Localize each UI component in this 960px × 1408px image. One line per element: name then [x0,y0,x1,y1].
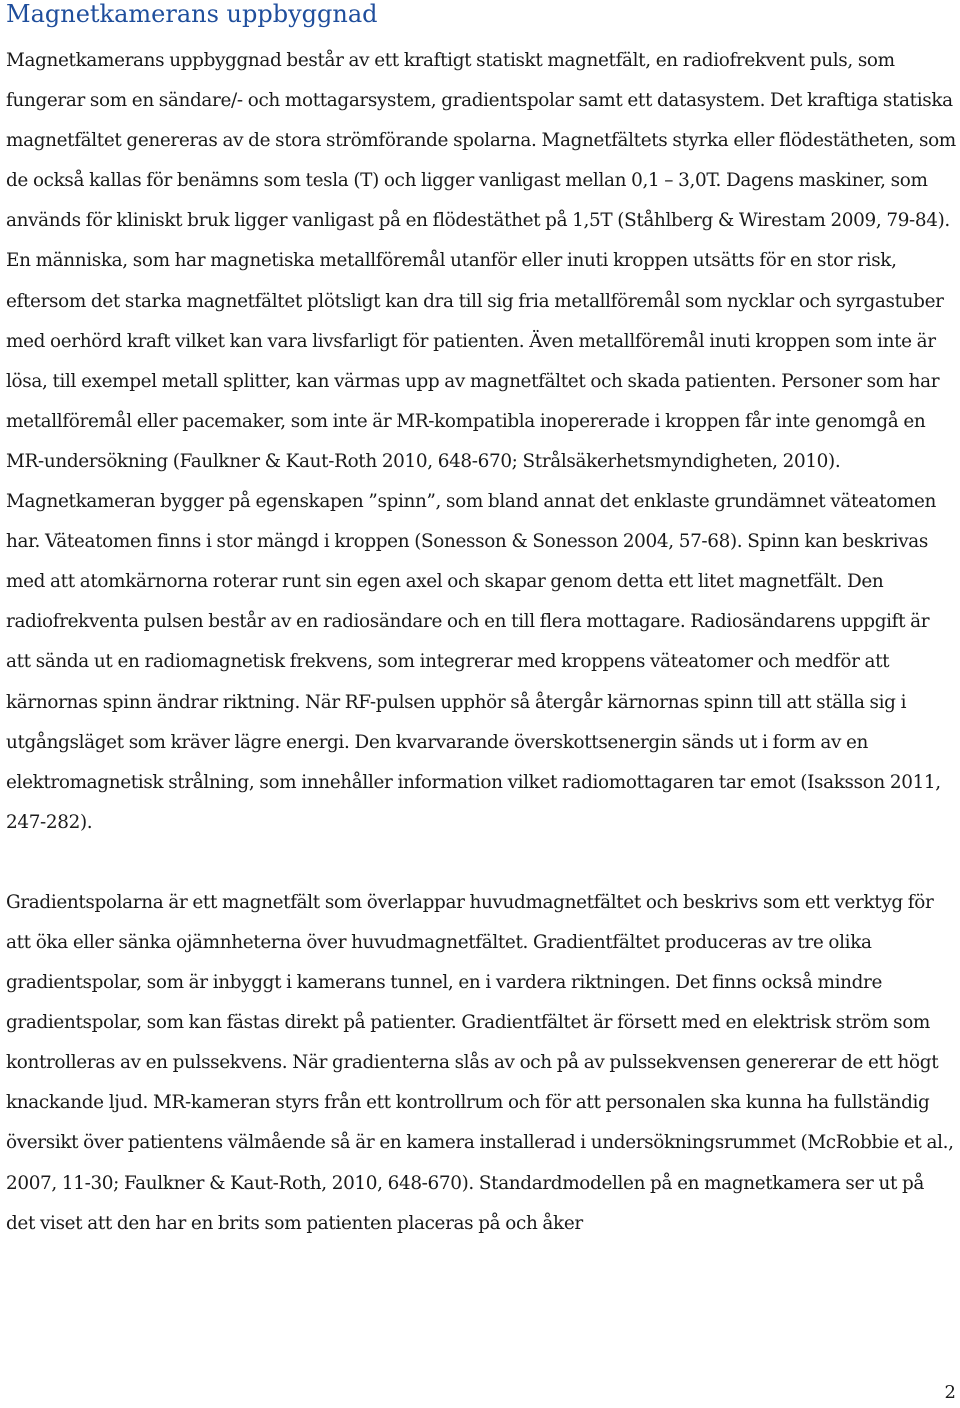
paragraph-magnetkamera-uppbyggnad: Magnetkamerans uppbyggnad består av ett kraftigt statiskt magnetfält, en radiofrekvent puls, som fungerar som en sändare/- och mottagarsystem, gradientspolar samt ett datasystem. Det kraftiga statiska magnetfältet genereras av de stora strömförande spolarna. Magnetfältets styrka eller flödestätheten, som de också kallas för benämns som tesla (T) och ligger vanligast mellan 0,1 – 3,0T. Dagens maskiner, som används för kliniskt bruk ligger vanligast på en flödestäthet på 1,5T (Ståhlberg & Wirestam 2009, 79-84). En människa, som har magnetiska metallföremål utanför eller inuti kroppen utsätts för en stor risk, eftersom det starka magnetfältet plötsligt kan dra till sig fria metallföremål som nycklar och syrgastuber med oerhörd kraft vilket kan vara livsfarligt för patienten. Även metallföremål inuti kroppen som inte är lösa, till exempel metall splitter, kan värmas upp av magnetfältet och skada patienten. Personer som har metallföremål eller pacemaker, som inte är MR-kompatibla inopererade i kroppen får inte genomgå en MR-undersökning (Faulkner & Kaut-Roth 2010, 648-670; Strålsäkerhetsmyndigheten, 2010). Magnetkameran bygger på egenskapen ”spinn”, som bland annat det enklaste grundämnet väteatomen har. Väteatomen finns i stor mängd i kroppen (Sonesson & Sonesson 2004, 57-68). Spinn kan beskrivas med att atomkärnorna roterar runt sin egen axel och skapar genom detta ett litet magnetfält. Den radiofrekventa pulsen består av en radiosändare och en till flera mottagare. Radiosändarens uppgift är att sända ut en radiomagnetisk frekvens, som integrerar med kroppens väteatomer och medför att kärnornas spinn ändrar riktning. När RF-pulsen upphör så återgår kärnornas spinn till att ställa sig i utgångsläget som kräver lägre energi. Den kvarvarande överskottsenergin sänds ut i form av en elektromagnetisk strålning, som innehåller information vilket radiomottagaren tar emot (Isaksson 2011, 247-282). [6,50,956,833]
document-page [6,0,956,1244]
page-number: 2 [944,1382,956,1403]
paragraph-gradientspolar: Gradientspolarna är ett magnetfält som överlappar huvudmagnetfältet och beskrivs som ett verktyg för att öka eller sänka ojämnheterna över huvudmagnetfältet. Gradientfältet produceras av tre olika gradientspolar, som är inbyggt i kamerans tunnel, en i vardera riktningen. Det finns också mindre gradientspolar, som kan fästas direkt på patienter. Gradientfältet är försett med en elektrisk ström som kontrolleras av en pulssekvens. När gradienterna slås av och på av pulssekvensen genererar de ett högt knackande ljud. MR-kameran styrs från ett kontrollrum och för att personalen ska kunna ha fullständig översikt över patientens välmående så är en kamera installerad i undersökningsrummet (McRobbie et al., 2007, 11-30; Faulkner & Kaut-Roth, 2010, 648-670). Standardmodellen på en magnetkamera ser ut på det viset att den har en brits som patienten placeras på och åker [6,891,954,1234]
section-heading: Magnetkamerans uppbyggnad [6,0,378,28]
